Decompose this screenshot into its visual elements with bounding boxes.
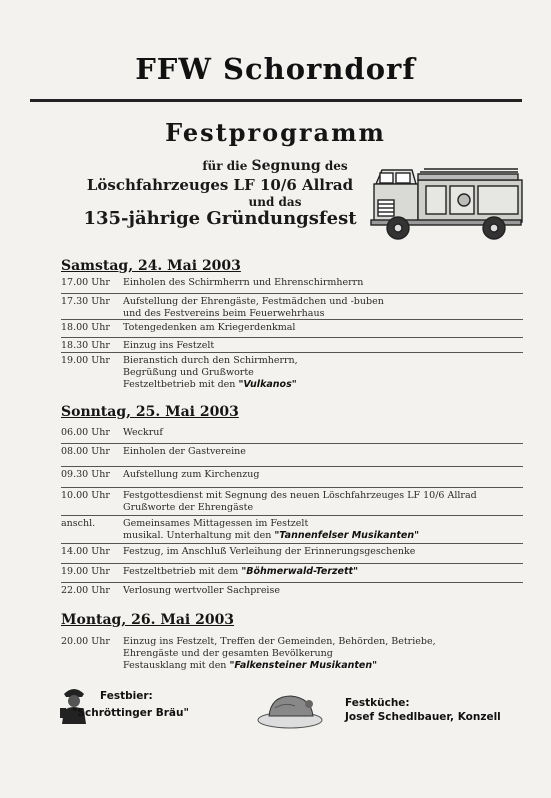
item-time: 14.00 Uhr bbox=[61, 546, 110, 557]
description-line bbox=[123, 530, 533, 542]
description-line bbox=[123, 446, 533, 458]
description-line bbox=[123, 518, 533, 530]
title-rule bbox=[30, 99, 522, 102]
description-line bbox=[123, 469, 533, 481]
subtitle-blessing: Segnung bbox=[251, 158, 321, 174]
description-line bbox=[123, 636, 533, 648]
description-text: Einholen des Schirmherrn und Ehrenschirmherrn bbox=[123, 277, 364, 288]
description-text: Weckruf bbox=[123, 427, 163, 438]
band-name: "Vulkanos" bbox=[238, 379, 297, 390]
row-separator bbox=[61, 543, 523, 544]
item-description bbox=[123, 469, 533, 481]
item-description bbox=[123, 427, 533, 439]
description-text: musikal. Unterhaltung mit den bbox=[123, 530, 272, 541]
description-line bbox=[123, 322, 533, 334]
description-text: Festzeltbetrieb mit dem bbox=[123, 566, 239, 577]
item-time: 18.30 Uhr bbox=[61, 340, 110, 351]
band-name: "Tannenfelser Musikanten" bbox=[274, 530, 420, 541]
description-text: Bieranstich durch den Schirmherrn, bbox=[123, 355, 298, 366]
item-description bbox=[123, 296, 533, 320]
program-heading: Festprogramm bbox=[165, 118, 386, 147]
item-description bbox=[123, 546, 533, 558]
item-description bbox=[123, 636, 533, 672]
description-line bbox=[123, 427, 533, 439]
item-description bbox=[123, 585, 533, 597]
subtitle-anniversary: 135-jährige Gründungsfest bbox=[83, 208, 357, 229]
description-line bbox=[123, 502, 533, 514]
band-name: "Falkensteiner Musikanten" bbox=[229, 660, 378, 671]
item-time: 20.00 Uhr bbox=[61, 636, 110, 647]
description-text: Grußworte der Ehrengäste bbox=[123, 502, 254, 513]
description-text: Festzug, im Anschluß Verleihung der Erinnerungsgeschenke bbox=[123, 546, 416, 557]
item-description bbox=[123, 340, 533, 352]
description-text: Begrüßung und Grußworte bbox=[123, 367, 254, 378]
description-text: Festzeltbetrieb mit den bbox=[123, 379, 236, 390]
roast-chicken-icon bbox=[255, 686, 325, 732]
description-line bbox=[123, 566, 533, 578]
description-text: Festgottesdienst mit Segnung des neuen Löschfahrzeuges LF 10/6 Allrad bbox=[123, 490, 477, 501]
item-description bbox=[123, 490, 533, 514]
item-time: 08.00 Uhr bbox=[61, 446, 110, 457]
item-time: 19.00 Uhr bbox=[61, 566, 110, 577]
item-description bbox=[123, 277, 533, 289]
description-text: Totengedenken am Kriegerdenkmal bbox=[123, 322, 296, 333]
description-text: Aufstellung der Ehrengäste, Festmädchen und -buben bbox=[123, 296, 384, 307]
subtitle-line-1 bbox=[150, 158, 400, 174]
item-description bbox=[123, 566, 533, 578]
item-description bbox=[123, 355, 533, 391]
description-text: Einholen der Gastvereine bbox=[123, 446, 246, 457]
item-time: 19.00 Uhr bbox=[61, 355, 110, 366]
description-text: Ehrengäste und der gesamten Bevölkerung bbox=[123, 648, 333, 659]
row-separator bbox=[61, 466, 523, 467]
description-text: Gemeinsames Mittagessen im Festzelt bbox=[123, 518, 309, 529]
description-line bbox=[123, 648, 533, 660]
description-text: Festausklang mit den bbox=[123, 660, 227, 671]
row-separator bbox=[61, 563, 523, 564]
row-separator bbox=[61, 293, 523, 294]
subtitle-suffix: des bbox=[324, 159, 348, 173]
row-separator bbox=[61, 487, 523, 488]
day-title: Montag, 26. Mai 2003 bbox=[61, 612, 235, 628]
row-separator bbox=[61, 352, 523, 353]
fire-truck-icon bbox=[368, 160, 528, 244]
description-line bbox=[123, 355, 533, 367]
item-time: 22.00 Uhr bbox=[61, 585, 110, 596]
row-separator bbox=[61, 319, 523, 320]
item-time: 17.30 Uhr bbox=[61, 296, 110, 307]
festbier-label: Festbier: bbox=[100, 690, 153, 702]
row-separator bbox=[61, 337, 523, 338]
item-description bbox=[123, 446, 533, 458]
description-line bbox=[123, 367, 533, 379]
description-line bbox=[123, 660, 533, 672]
day-title: Samstag, 24. Mai 2003 bbox=[61, 258, 241, 274]
item-description bbox=[123, 518, 533, 542]
description-text: und des Festvereins beim Feuerwehrhaus bbox=[123, 308, 325, 319]
description-line bbox=[123, 379, 533, 391]
description-line bbox=[123, 490, 533, 502]
description-line bbox=[123, 546, 533, 558]
item-time: 18.00 Uhr bbox=[61, 322, 110, 333]
subtitle-vehicle: Löschfahrzeuges LF 10/6 Allrad bbox=[86, 176, 354, 194]
poster-title: FFW Schorndorf bbox=[135, 52, 416, 86]
description-line bbox=[123, 277, 533, 289]
description-text: Aufstellung zum Kirchenzug bbox=[123, 469, 260, 480]
item-description bbox=[123, 322, 533, 334]
description-text: Einzug ins Festzelt bbox=[123, 340, 215, 351]
row-separator bbox=[61, 443, 523, 444]
festkueche-value: Josef Schedlbauer, Konzell bbox=[345, 711, 501, 723]
item-time: 10.00 Uhr bbox=[61, 490, 110, 501]
row-separator bbox=[61, 582, 523, 583]
item-time: anschl. bbox=[61, 518, 96, 529]
description-line bbox=[123, 585, 533, 597]
subtitle-and: und das bbox=[248, 195, 302, 209]
description-text: Einzug ins Festzelt, Treffen der Gemeinden, Behörden, Betriebe, bbox=[123, 636, 436, 647]
band-name: "Böhmerwald-Terzett" bbox=[241, 566, 359, 577]
item-time: 09.30 Uhr bbox=[61, 469, 110, 480]
description-line bbox=[123, 296, 533, 308]
description-text: Verlosung wertvoller Sachpreise bbox=[123, 585, 280, 596]
subtitle-prefix: für die bbox=[202, 159, 248, 173]
description-line bbox=[123, 340, 533, 352]
item-time: 17.00 Uhr bbox=[61, 277, 110, 288]
day-title: Sonntag, 25. Mai 2003 bbox=[61, 404, 239, 420]
festkueche-label: Festküche: bbox=[345, 697, 410, 709]
item-time: 06.00 Uhr bbox=[61, 427, 110, 438]
festbier-value: "Schröttinger Bräu" bbox=[72, 707, 189, 719]
row-separator bbox=[61, 515, 523, 516]
